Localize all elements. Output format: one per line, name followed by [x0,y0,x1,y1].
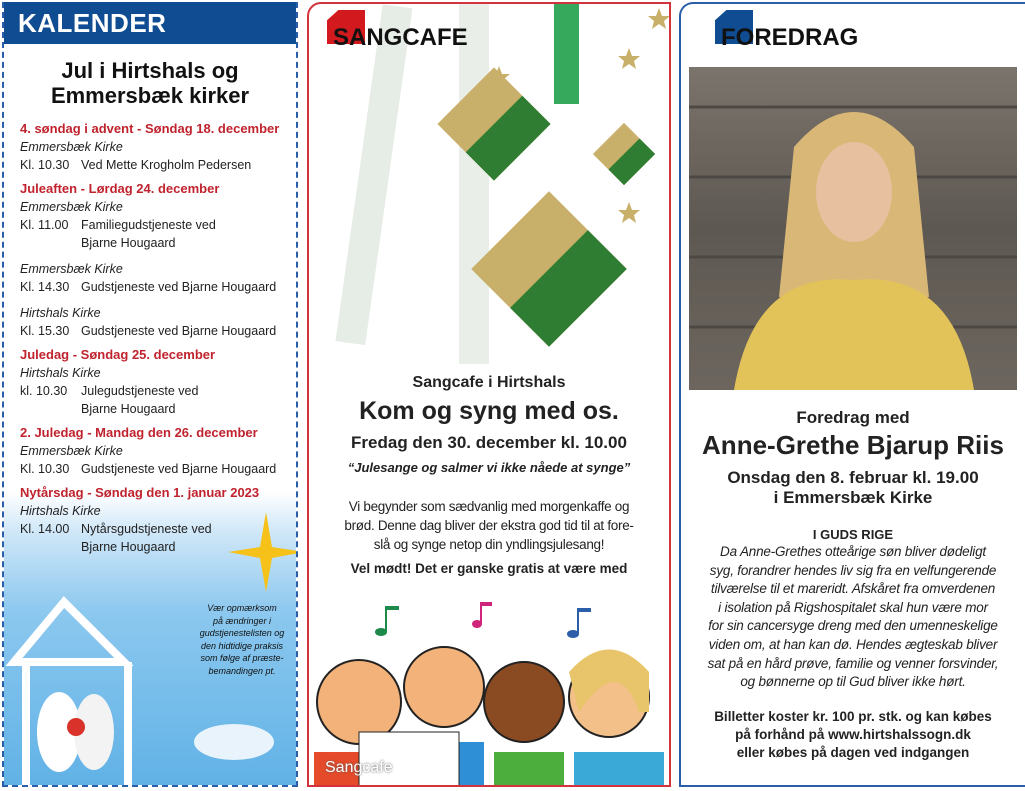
description-line: Gudstjeneste ved Bjarne Hougaard [81,280,277,294]
church-location: Emmersbæk Kirke [20,200,123,214]
text-line: sat på en hård prøve, familie og venner forsvinder, [707,655,999,671]
church-location: Hirtshals Kirke [20,366,101,380]
foredrag-section [679,2,1025,787]
star-icon [648,8,670,29]
event-heading: Nytårsdag - Søndag den 1. januar 2023 [20,485,260,500]
description-line: Nytårsgudstjeneste ved [81,522,212,536]
service-description [81,322,276,340]
service-row [20,278,292,296]
service-time: Kl. 14.30 [20,280,70,294]
description-line: Julegudstjeneste ved [81,384,199,398]
service-description [81,278,276,296]
event-date: Onsdag den 8. februar kl. 19.00 [727,468,979,487]
foredrag-text [681,407,1025,762]
closing-text: Vel mødt! Det er ganske gratis at være med [350,561,628,576]
section-header [333,24,468,52]
service-row [20,460,292,478]
intro: Foredrag med [796,408,910,427]
text-line: den hidtidige praksis [200,640,284,651]
music-note-icon [472,602,492,628]
service-description [81,216,216,252]
music-note-icon [567,608,591,638]
service [20,260,292,296]
kalender-section [2,2,298,787]
text-line: bemandingen pt. [208,665,276,676]
description-line: Bjarne Hougaard [81,236,176,250]
event-item [20,484,292,556]
service-description [81,382,198,418]
body-text [309,497,669,554]
headline: Kom og syng med os. [359,397,619,425]
event-list [20,120,292,562]
service-description [81,156,251,174]
service-row [20,322,292,340]
image-caption: Sangcafe [325,759,393,776]
text-line: viden om, at han kan dø. Hendes ægteskab bliver [708,636,998,652]
church-location: Emmersbæk Kirke [20,262,123,276]
music-note-icon [375,606,399,636]
text-line: gudstjenestelisten og [199,628,285,638]
text-line: som følge af præste- [200,653,284,663]
notice-text [186,602,298,677]
service [20,198,292,252]
quote: “Julesange og salmer vi ikke nåede at synge” [347,460,631,475]
description-line: Familiegudstjeneste ved [81,218,216,232]
service [20,442,292,478]
venue: i Emmersbæk Kirke [773,488,933,507]
text-line: brød. Denne dag bliver der ekstra god tid til at fore- [344,518,634,533]
subtitle: Sangcafe i Hirtshals [412,374,566,391]
event-item [20,424,292,478]
text-line: tilværelse til et mareridt. Afskåret fra omverdenen [710,581,996,597]
description [681,543,1025,692]
service [20,364,292,418]
text-line: Vær opmærksom [207,603,277,613]
service [20,304,292,340]
speaker-photo [689,67,1017,390]
text-line: eller købes på dagen ved indgangen [736,744,970,760]
event-heading: 4. søndag i advent - Søndag 18. december [20,121,280,136]
service [20,138,292,174]
text-line: syg, forandrer hendes liv sig fra en velfungerende [709,562,997,578]
description-line: Gudstjeneste ved Bjarne Hougaard [81,324,277,338]
service-time: kl. 10.30 [20,384,68,398]
title-line: Emmersbæk kirker [50,83,250,108]
church-location: Hirtshals Kirke [20,504,101,518]
text-line: og bønnerne op til Gud bliver ikke hørt. [740,674,966,690]
church-location: Hirtshals Kirke [20,306,101,320]
description-line: Gudstjeneste ved Bjarne Hougaard [81,462,277,476]
event-item [20,346,292,418]
text-line: Da Anne-Grethes otteårige søn bliver dødeligt [720,544,986,559]
description-line: Bjarne Hougaard [81,540,176,554]
church-location: Emmersbæk Kirke [20,140,123,154]
service-row [20,156,292,174]
service-time: Kl. 10.30 [20,158,70,172]
service-description [81,460,276,478]
description-line: Bjarne Hougaard [81,402,176,416]
book-title: I GUDS RIGE [812,527,894,542]
section-header [721,24,858,52]
service-time: Kl. 10.30 [20,462,70,476]
service-row [20,520,292,556]
speaker-name: Anne-Grethe Bjarup Riis [702,430,1004,460]
event-heading: Juleaften - Lørdag 24. december [20,181,220,196]
sangcafe-section [307,2,671,787]
church-location: Emmersbæk Kirke [20,444,123,458]
section-title: FOREDRAG [721,24,859,51]
text-line: i isolation på Rigshospitalet skal hun være mor [718,599,988,615]
service-time: Kl. 15.30 [20,324,70,338]
service-time: Kl. 11.00 [20,218,69,232]
service-row [20,216,292,252]
text-line: på forhånd på www.hirtshalssogn.dk [735,726,971,742]
service-time: Kl. 14.00 [20,522,70,536]
singers-illustration [309,592,671,787]
text-line: på ændringer i [212,615,272,626]
text-line: slå og synge netop din yndlingsjulesang! [373,537,605,552]
service [20,502,292,556]
title-line: Jul i Hirtshals og [61,58,239,83]
text-line: for sin cancersyge dreng med den umenneskelige [708,618,998,634]
star-icon [618,48,640,69]
page-title [4,58,296,108]
event-date: Fredag den 30. december kl. 10.00 [351,433,627,452]
event-item [20,180,292,340]
ticket-info [681,708,1025,762]
star-icon [618,202,640,223]
event-heading: 2. Juledag - Mandag den 26. december [20,425,258,440]
section-title: SANGCAFE [333,24,468,51]
event-heading: Juledag - Søndag 25. december [20,347,216,362]
text-line: Billetter koster kr. 100 pr. stk. og kan købes [714,708,992,724]
service-description [81,520,212,556]
description-line: Ved Mette Krogholm Pedersen [81,158,252,172]
service-row [20,382,292,418]
section-header: KALENDER [2,2,298,44]
sangcafe-text [309,373,669,578]
event-item [20,120,292,174]
christmas-hearts-illustration [309,4,671,364]
text-line: Vi begynder som sædvanlig med morgenkaffe og [348,499,630,514]
